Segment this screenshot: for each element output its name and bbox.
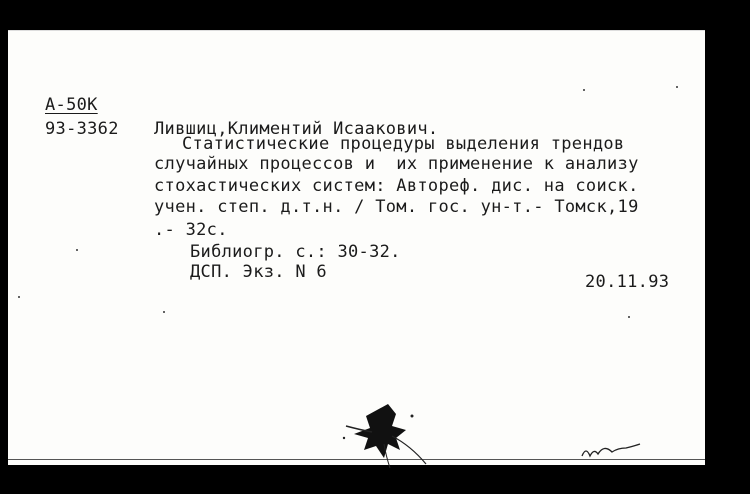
speck (676, 86, 678, 88)
catalog-card (8, 30, 705, 465)
shelfmark: A-50K (45, 95, 98, 115)
title-line-3: стохастических систем: Автореф. дис. на соиск. (154, 176, 639, 196)
handwritten-initials (578, 436, 648, 466)
ink-blot (326, 386, 436, 471)
title-line-5: .- 32с. (154, 220, 228, 240)
restriction-note: ДСП. Экз. N 6 (190, 262, 327, 282)
author-name: Лившиц,Климентий Исаакович. (154, 119, 439, 139)
call-number: 93-3362 (45, 119, 119, 139)
speck (18, 296, 20, 298)
title-line-1: Статистические процедуры выделения трендов (182, 134, 625, 154)
title-line-4: учен. степ. д.т.н. / Том. гос. ун-т.- Томск,19 (154, 197, 639, 217)
bibliography-note: Библиогр. с.: 30-32. (190, 242, 401, 262)
speck (76, 249, 78, 251)
title-line-2: случайных процессов и их применение к анализу (154, 154, 639, 174)
catalog-date: 20.11.93 (585, 272, 670, 292)
speck (628, 316, 630, 318)
speck (163, 311, 165, 313)
speck (583, 89, 585, 91)
